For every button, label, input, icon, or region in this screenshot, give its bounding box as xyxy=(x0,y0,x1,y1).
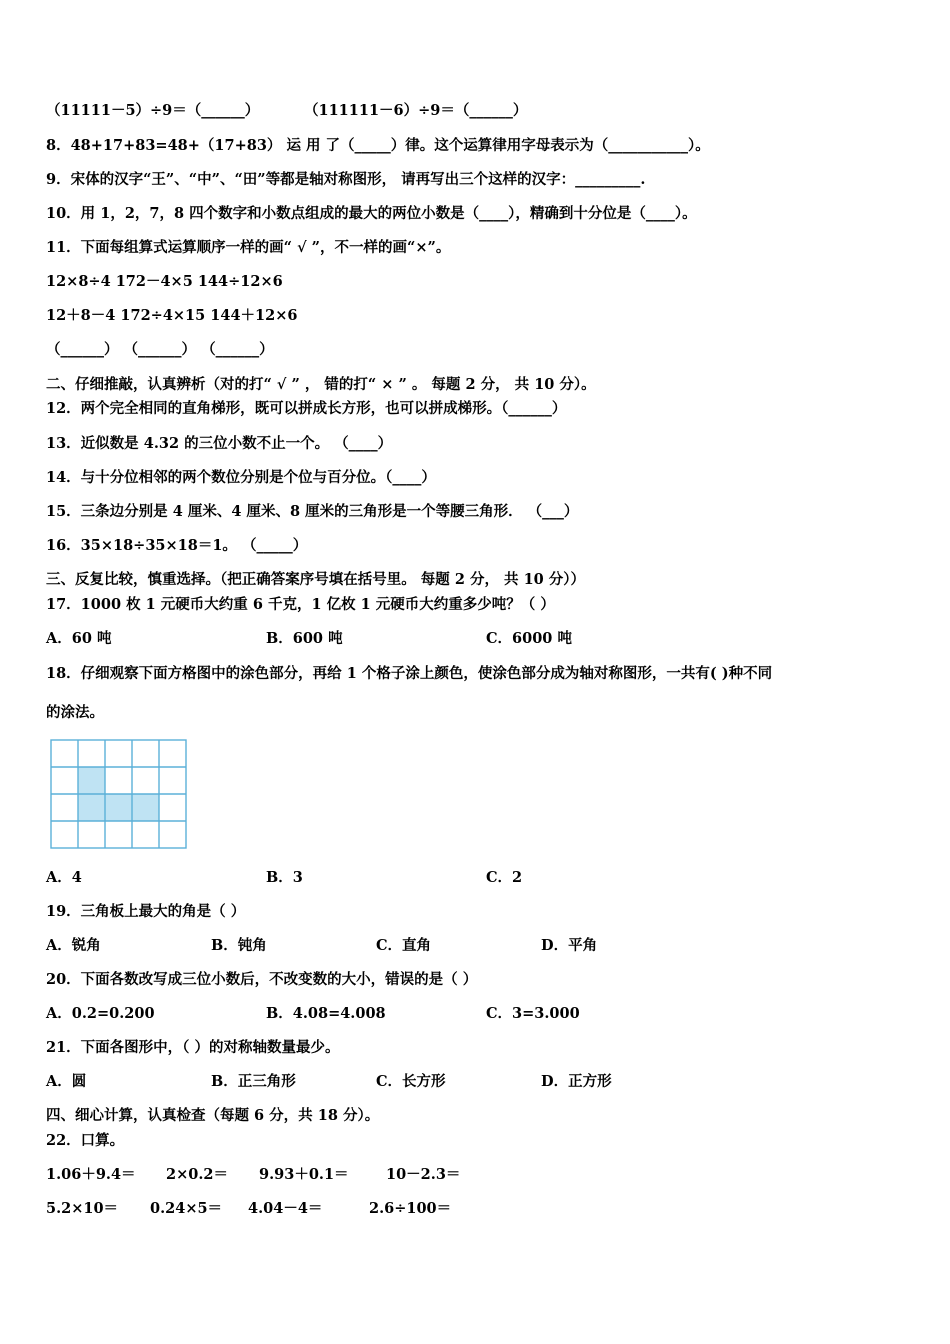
question-19: 19．三角板上最大的角是（ ） xyxy=(46,903,246,920)
q19-option-d: D．平角 xyxy=(541,937,598,954)
q20-option-a: A．0.2=0.200 xyxy=(46,1005,155,1022)
shaded-cell xyxy=(105,794,132,821)
question-22: 22．口算。 xyxy=(46,1132,125,1149)
question-17: 17．1000 枚 1 元硬币大约重 6 千克，1 亿枚 1 元硬币大约重多少吨？（ ） xyxy=(46,596,555,613)
grid-lines xyxy=(51,740,186,848)
q18-option-c: C．2 xyxy=(486,869,523,886)
q20-option-b: B．4.08=4.008 xyxy=(266,1005,386,1022)
q17-option-b: B．600 吨 xyxy=(266,630,343,647)
question-18-line-1: 18．仔细观察下面方格图中的涂色部分，再给 1 个格子涂上颜色，使涂色部分成为轴对称图形，一共有( )种不同 xyxy=(46,665,773,682)
question-21: 21．下面各图形中，（ ）的对称轴数量最少。 xyxy=(46,1039,340,1056)
q19-option-c: C．直角 xyxy=(376,937,432,954)
calc-item: 9.93＋0.1＝ xyxy=(259,1166,349,1183)
question-11-row-2: 12＋8－4 172÷4×15 144＋12×6 xyxy=(46,307,298,324)
question-9: 9．宋体的汉字“王”、“中”、“田”等都是轴对称图形， 请再写出三个这样的汉字：_________. xyxy=(46,171,646,188)
question-15: 15．三条边分别是 4 厘米、4 厘米、8 厘米的三角形是一个等腰三角形． （___） xyxy=(46,503,579,520)
shaded-cell xyxy=(78,794,105,821)
q19-option-b: B．钝角 xyxy=(211,937,267,954)
question-16: 16．35×18÷35×18＝1。 （_____） xyxy=(46,537,308,554)
q21-option-d: D．正方形 xyxy=(541,1073,612,1090)
question-11-answers: （______） （______） （______） xyxy=(46,341,274,358)
shaded-cell xyxy=(78,767,105,794)
q21-option-c: C．长方形 xyxy=(376,1073,446,1090)
square-grid-figure xyxy=(50,739,190,851)
question-20: 20．下面各数改写成三位小数后，不改变数的大小，错误的是（ ） xyxy=(46,971,478,988)
q21-option-a: A．圆 xyxy=(46,1073,87,1090)
calc-item: 2.6÷100＝ xyxy=(369,1200,452,1217)
calc-item: 1.06＋9.4＝ xyxy=(46,1166,136,1183)
q21-option-b: B．正三角形 xyxy=(211,1073,296,1090)
shaded-cell xyxy=(132,794,159,821)
q18-option-a: A．4 xyxy=(46,869,82,886)
q19-option-a: A．锐角 xyxy=(46,937,101,954)
q7-expr-a: （11111－5）÷9＝（______） xyxy=(46,102,260,119)
question-12: 12．两个完全相同的直角梯形，既可以拼成长方形，也可以拼成梯形。（______） xyxy=(46,400,567,417)
question-8: 8．48+17+83=48+（17+83） 运 用 了（_____）律。这个运算律用字母表示为（___________）。 xyxy=(46,137,710,154)
calc-item: 4.04－4＝ xyxy=(248,1200,323,1217)
question-13: 13．近似数是 4.32 的三位小数不止一个。 （____） xyxy=(46,435,393,452)
calc-item: 2×0.2＝ xyxy=(166,1166,228,1183)
section-3-heading: 三、反复比较，慎重选择。（把正确答案序号填在括号里。 每题 2 分， 共 10 分）） xyxy=(46,571,586,588)
question-11-row-1: 12×8÷4 172－4×5 144÷12×6 xyxy=(46,273,283,290)
q20-option-c: C．3=3.000 xyxy=(486,1005,580,1022)
calc-item: 10－2.3＝ xyxy=(386,1166,461,1183)
question-14: 14．与十分位相邻的两个数位分别是个位与百分位。（____） xyxy=(46,469,436,486)
section-2-heading: 二、仔细推敲，认真辨析（对的打“ √ ” ， 错的打“ × ” 。 每题 2 分， 共 10 分）。 xyxy=(46,376,596,393)
section-4-heading: 四、细心计算，认真检查（每题 6 分，共 18 分）。 xyxy=(46,1107,380,1124)
question-11: 11．下面每组算式运算顺序一样的画“ √ ”，不一样的画“×”。 xyxy=(46,239,451,256)
q18-option-b: B．3 xyxy=(266,869,303,886)
question-18-line-2: 的涂法。 xyxy=(46,704,104,721)
question-10: 10．用 1，2，7，8 四个数字和小数点组成的最大的两位小数是（____），精确到十分位是（____）。 xyxy=(46,205,697,222)
q17-option-a: A．60 吨 xyxy=(46,630,112,647)
calc-item: 0.24×5＝ xyxy=(150,1200,223,1217)
calc-item: 5.2×10＝ xyxy=(46,1200,119,1217)
q17-option-c: C．6000 吨 xyxy=(486,630,572,647)
q7-expr-b: （111111－6）÷9＝（______） xyxy=(304,102,528,119)
